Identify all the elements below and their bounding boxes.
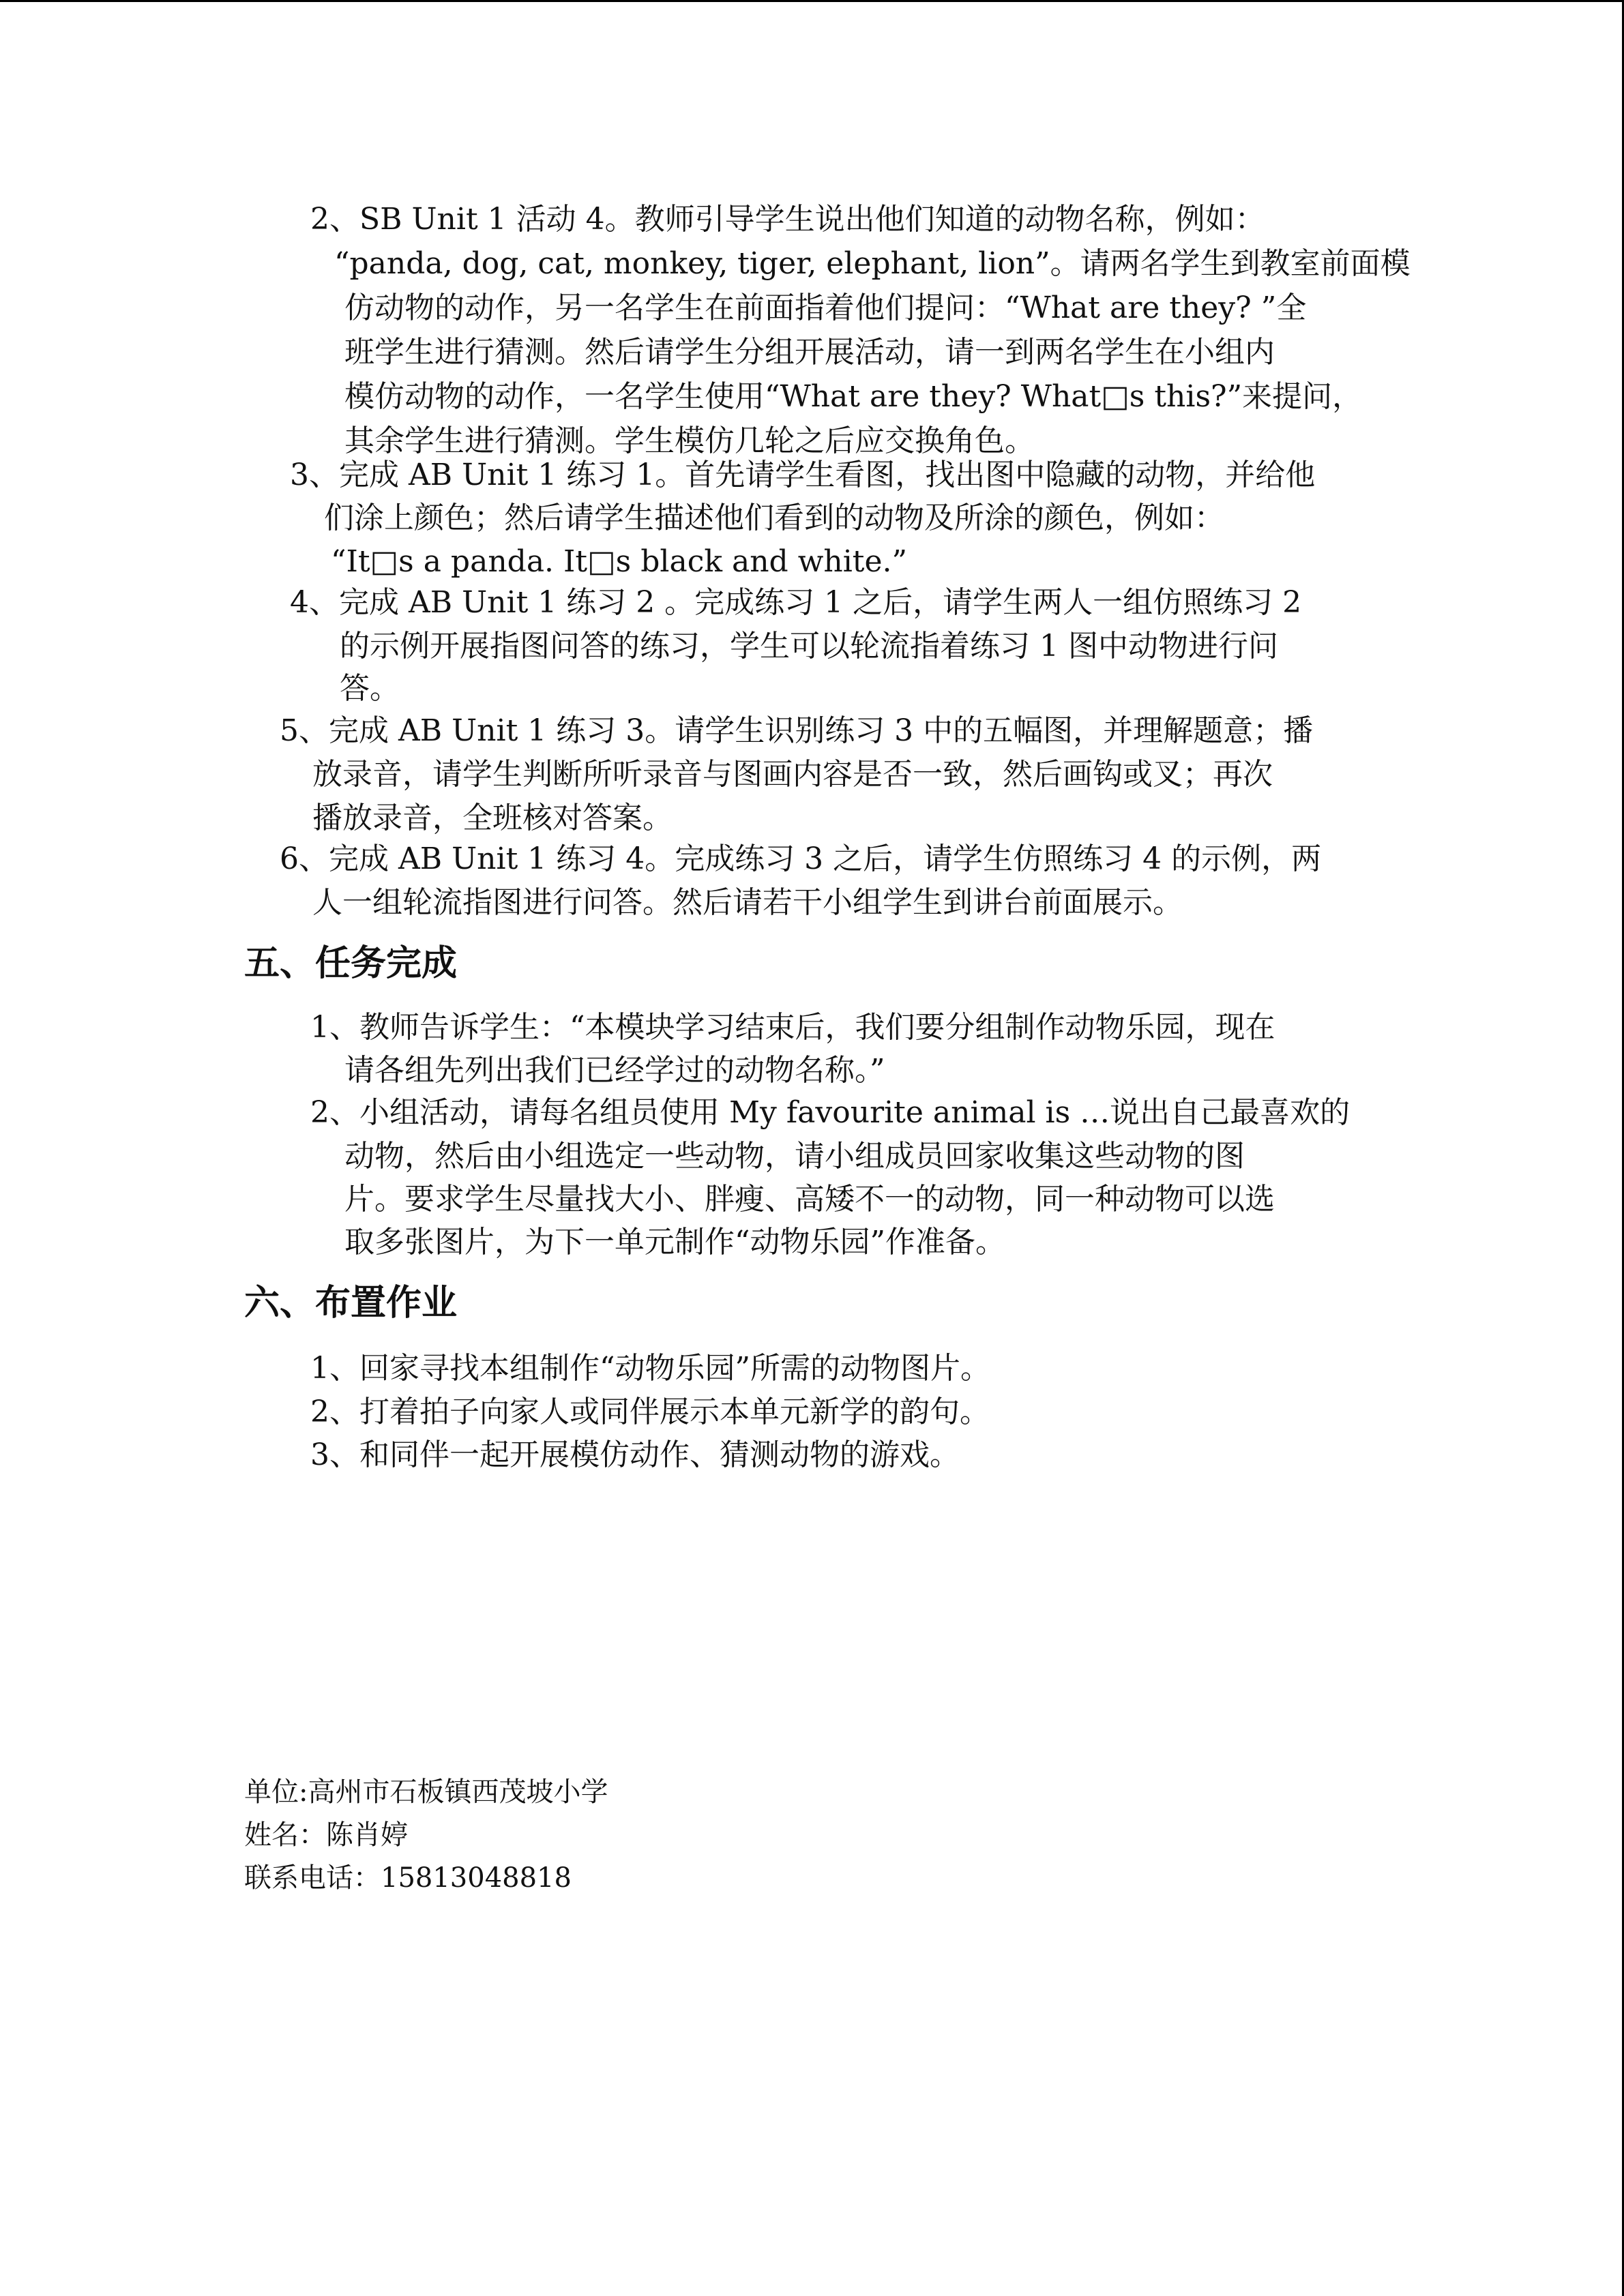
section-5-heading: 五、任务完成 [244,943,458,984]
item-2-line-4: 班学生进行猜测。然后请学生分组开展活动，请一到两名学生在小组内 [344,335,1275,370]
section-5-item-2-line-1: 2、小组活动，请每名组员使用 My favourite animal is …说出自己最喜欢的 [310,1095,1350,1130]
item-2-line-5: 模仿动物的动作，一名学生使用“What are they? What□s this?”来提问， [344,379,1363,414]
item-4-line-1: 4、完成 AB Unit 1 练习 2 。完成练习 1 之后，请学生两人一组仿照练习 2 [290,585,1302,620]
item-5-line-2: 放录音，请学生判断所听录音与图画内容是否一致，然后画钩或叉；再次 [312,757,1273,792]
item-2-line-3: 仿动物的动作，另一名学生在前面指着他们提问：“What are they? ”全 [344,290,1307,325]
item-3-line-2: 们涂上颜色；然后请学生描述他们看到的动物及所涂的颜色，例如： [324,501,1224,535]
section-5-item-2-line-2: 动物，然后由小组选定一些动物，请小组成员回家收集这些动物的图 [344,1139,1245,1174]
section-5-item-2-line-3: 片。要求学生尽量找大小、胖瘦、高矮不一的动物，同一种动物可以选 [344,1182,1275,1217]
page-top-border [0,0,1624,2]
item-2-line-1: 2、SB Unit 1 活动 4。教师引导学生说出他们知道的动物名称，例如： [310,202,1265,237]
item-5-line-3: 播放录音，全班核对答案。 [312,801,673,835]
item-4-line-2: 的示例开展指图问答的练习，学生可以轮流指着练习 1 图中动物进行问 [340,629,1278,664]
section-6-heading: 六、布置作业 [244,1283,458,1324]
section-5-item-1-line-2: 请各组先列出我们已经学过的动物名称。” [344,1053,885,1088]
item-3-line-1: 3、完成 AB Unit 1 练习 1。首先请学生看图，找出图中隐藏的动物，并给他 [290,458,1316,492]
item-3-line-3: “It□s a panda. It□s black and white.” [331,544,907,579]
section-6-item-2: 2、打着拍子向家人或同伴展示本单元新学的韵句。 [310,1395,990,1429]
footer-phone: 联系电话：15813048818 [244,1862,572,1894]
item-2-line-6: 其余学生进行猜测。学生模仿几轮之后应交换角色。 [344,423,1035,458]
item-6-line-1: 6、完成 AB Unit 1 练习 4。完成练习 3 之后，请学生仿照练习 4 的示例，两 [280,841,1322,876]
item-4-line-3: 答。 [340,671,400,706]
section-6-item-1: 1、回家寻找本组制作“动物乐园”所需的动物图片。 [310,1351,990,1386]
footer-name: 姓名：陈肖婷 [244,1819,408,1851]
section-5-item-2-line-4: 取多张图片，为下一单元制作“动物乐园”作准备。 [344,1225,1005,1259]
section-6-item-3: 3、和同伴一起开展模仿动作、猜测动物的游戏。 [310,1437,960,1472]
item-5-line-1: 5、完成 AB Unit 1 练习 3。请学生识别练习 3 中的五幅图，并理解题意；播 [280,713,1314,748]
section-5-item-1-line-1: 1、教师告诉学生：“本模块学习结束后，我们要分组制作动物乐园，现在 [310,1010,1275,1045]
item-2-line-2: “panda, dog, cat, monkey, tiger, elephant, lion”。请两名学生到教室前面模 [334,246,1411,281]
footer-unit: 单位:高州市石板镇西茂坡小学 [244,1776,608,1808]
item-6-line-2: 人一组轮流指图进行问答。然后请若干小组学生到讲台前面展示。 [312,885,1183,920]
